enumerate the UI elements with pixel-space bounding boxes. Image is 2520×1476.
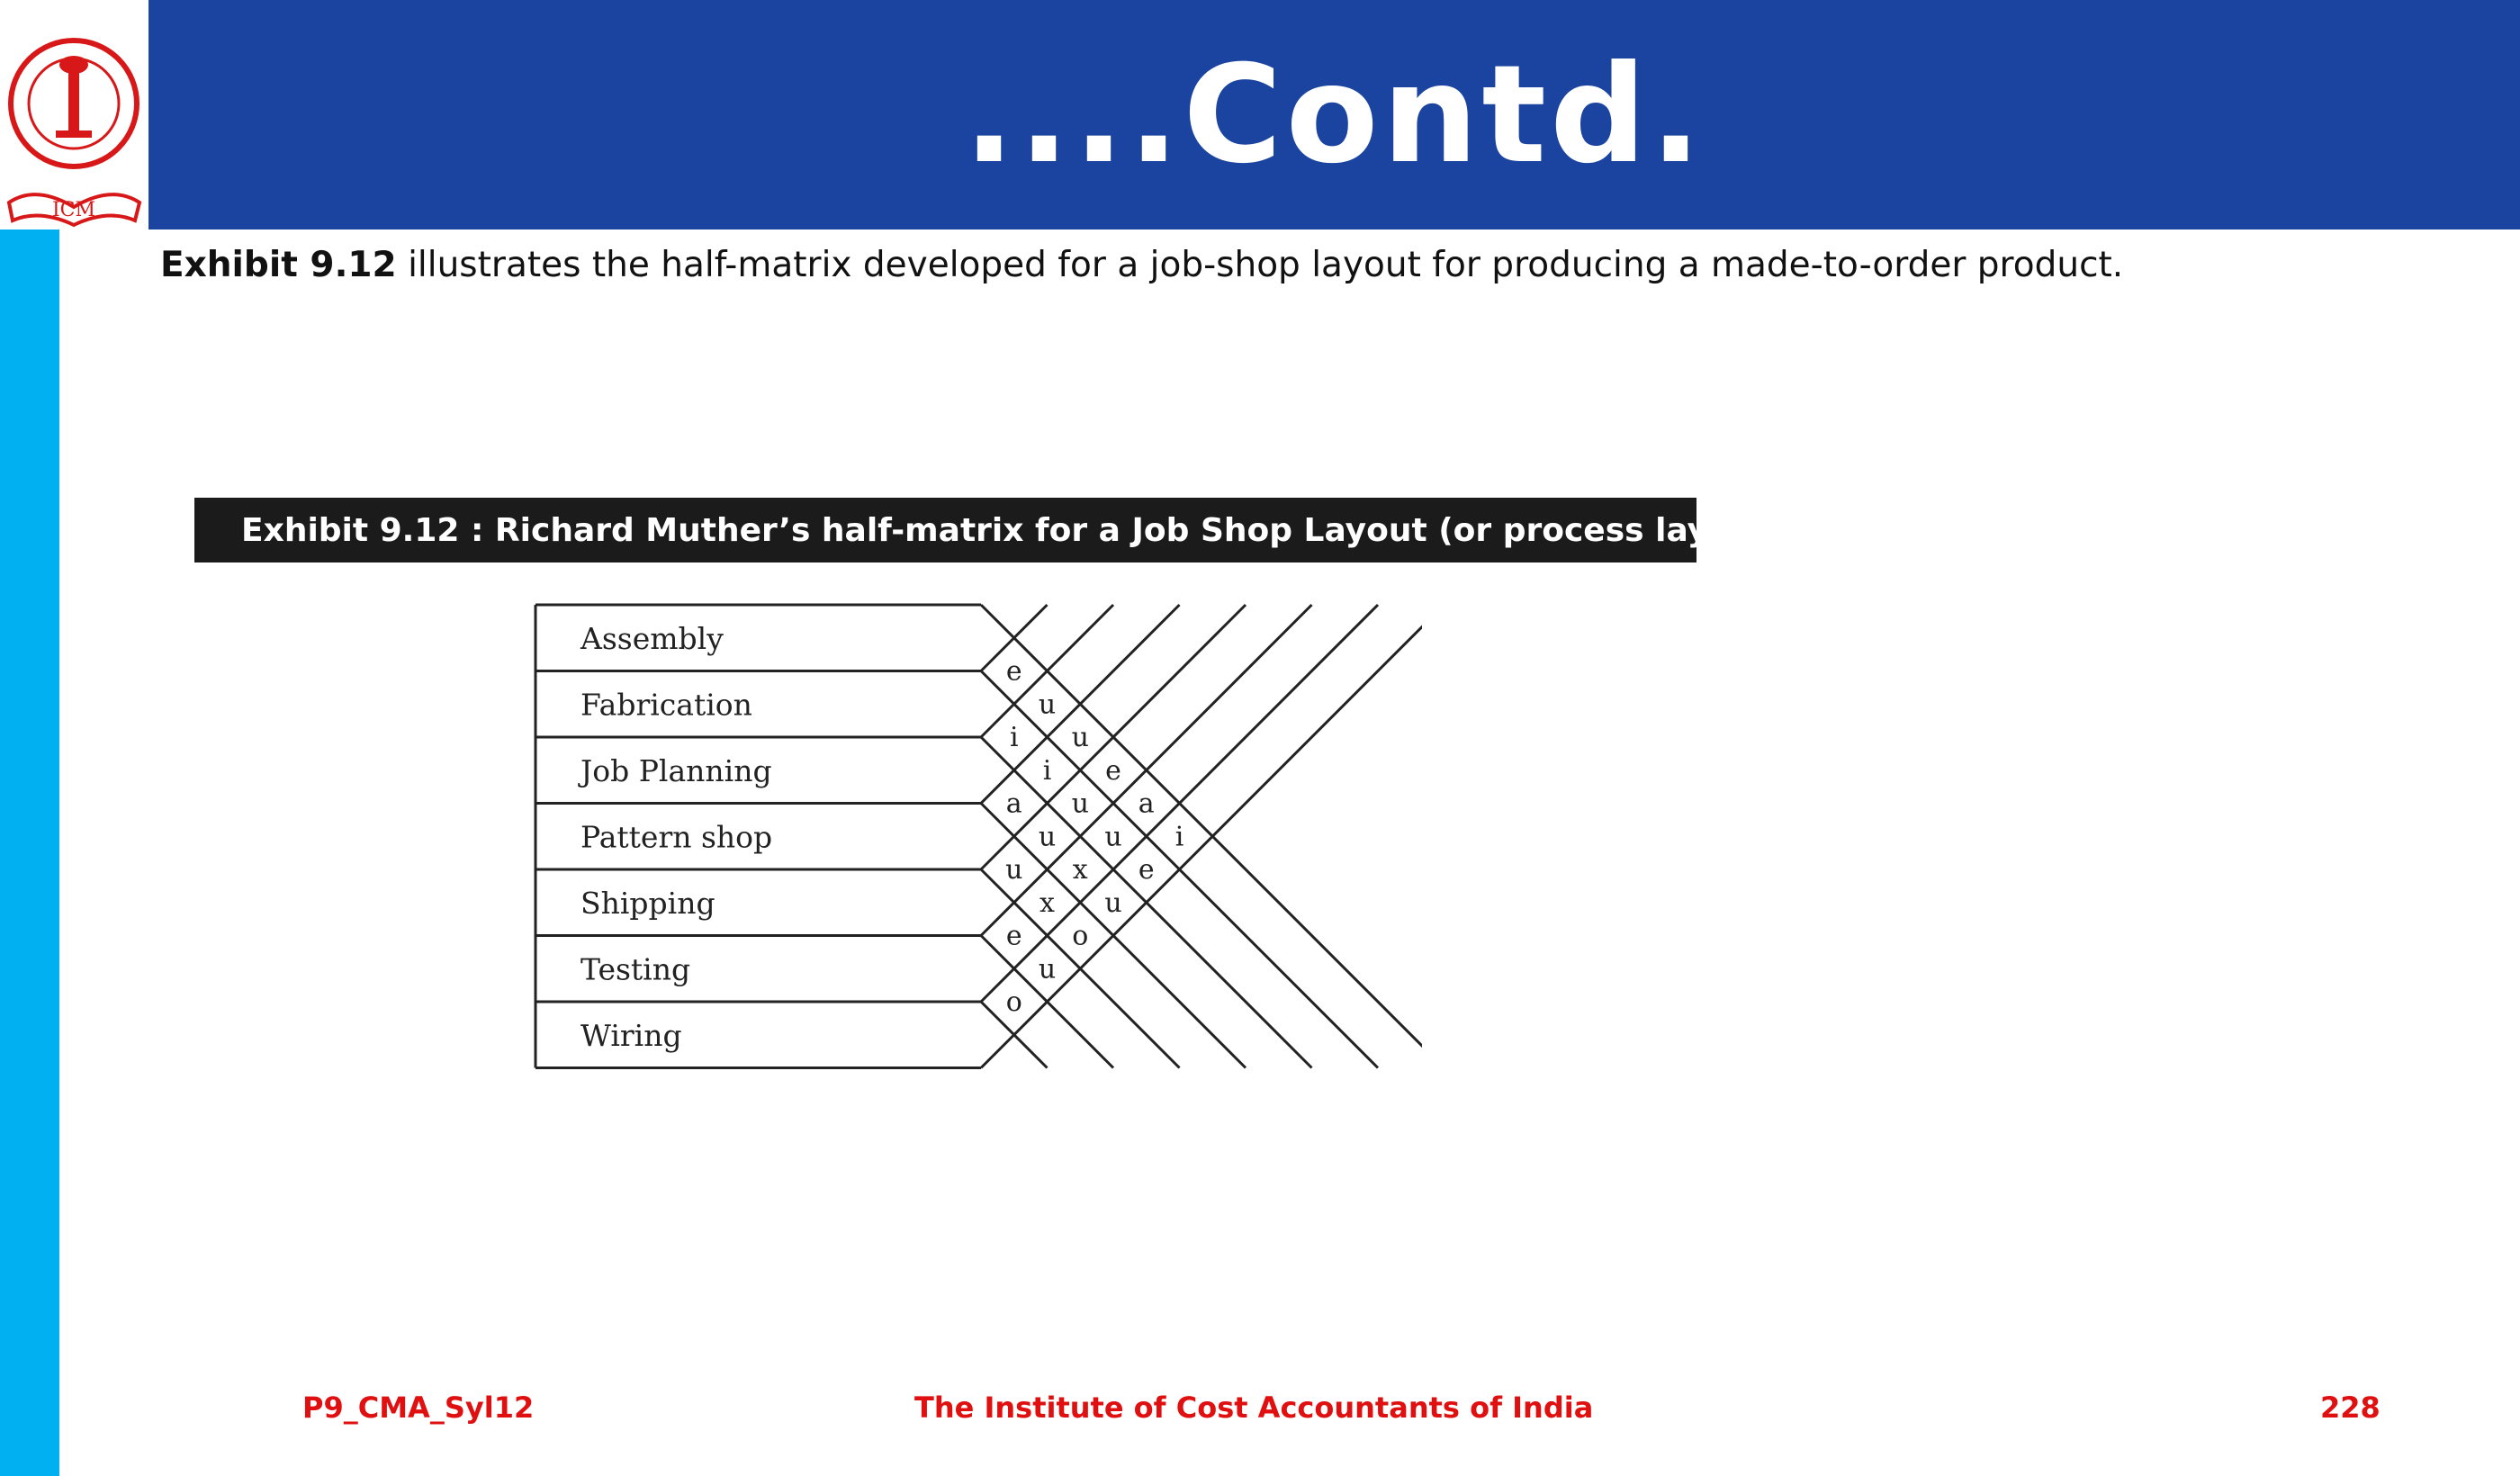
intro-text: illustrates the half-matrix developed for a job-shop layout for producing a made-to-order product. <box>396 245 2124 285</box>
footer-course-code: P9_CMA_Syl12 <box>302 1390 535 1425</box>
relationship-code: e <box>1105 754 1121 787</box>
svg-text:ICM: ICM <box>51 199 96 221</box>
intro-paragraph <box>160 245 2123 285</box>
relationship-code: u <box>1071 788 1089 820</box>
relationship-code: e <box>1005 920 1022 952</box>
intro-exhibit-ref: Exhibit 9.12 <box>160 245 397 285</box>
department-label: Shipping <box>580 885 716 921</box>
relationship-code: i <box>1174 821 1184 853</box>
relationship-code: a <box>1005 788 1022 820</box>
relationship-code: u <box>1038 821 1057 853</box>
relationship-code: x <box>1040 886 1055 919</box>
relationship-code: u <box>1038 953 1057 986</box>
half-matrix-figure <box>522 594 1422 1084</box>
relationship-code: i <box>1009 722 1019 753</box>
department-label: Pattern shop <box>580 819 773 855</box>
department-label: Wiring <box>580 1017 682 1053</box>
footer-page-number: 228 <box>2320 1390 2380 1425</box>
footer-institute-name: The Institute of Cost Accountants of India <box>914 1390 1594 1425</box>
department-label: Assembly <box>580 620 724 656</box>
department-label: Job Planning <box>580 752 772 788</box>
half-matrix-svg <box>522 594 1422 1080</box>
relationship-code: u <box>1104 821 1122 853</box>
relationship-code: o <box>1072 920 1089 952</box>
relationship-code: u <box>1071 722 1089 753</box>
relationship-code: i <box>1042 754 1052 787</box>
relationship-code: e <box>1005 655 1022 688</box>
relationship-code: u <box>1104 886 1122 919</box>
exhibit-title-banner: Exhibit 9.12 : Richard Muther’s half-matrix for a Job Shop Layout (or process layout) <box>194 498 1696 562</box>
relationship-code: a <box>1138 788 1155 820</box>
department-label: Testing <box>580 951 691 987</box>
page-title: ....Contd. <box>963 36 1706 194</box>
institute-logo <box>0 0 148 230</box>
relationship-code: e <box>1138 854 1155 886</box>
relationship-code: u <box>1005 854 1023 886</box>
relationship-code: o <box>1005 986 1022 1018</box>
left-accent-stripe <box>0 230 59 1476</box>
relationship-code: x <box>1072 854 1088 886</box>
department-label: Fabrication <box>580 687 752 723</box>
relationship-code: u <box>1038 688 1057 721</box>
